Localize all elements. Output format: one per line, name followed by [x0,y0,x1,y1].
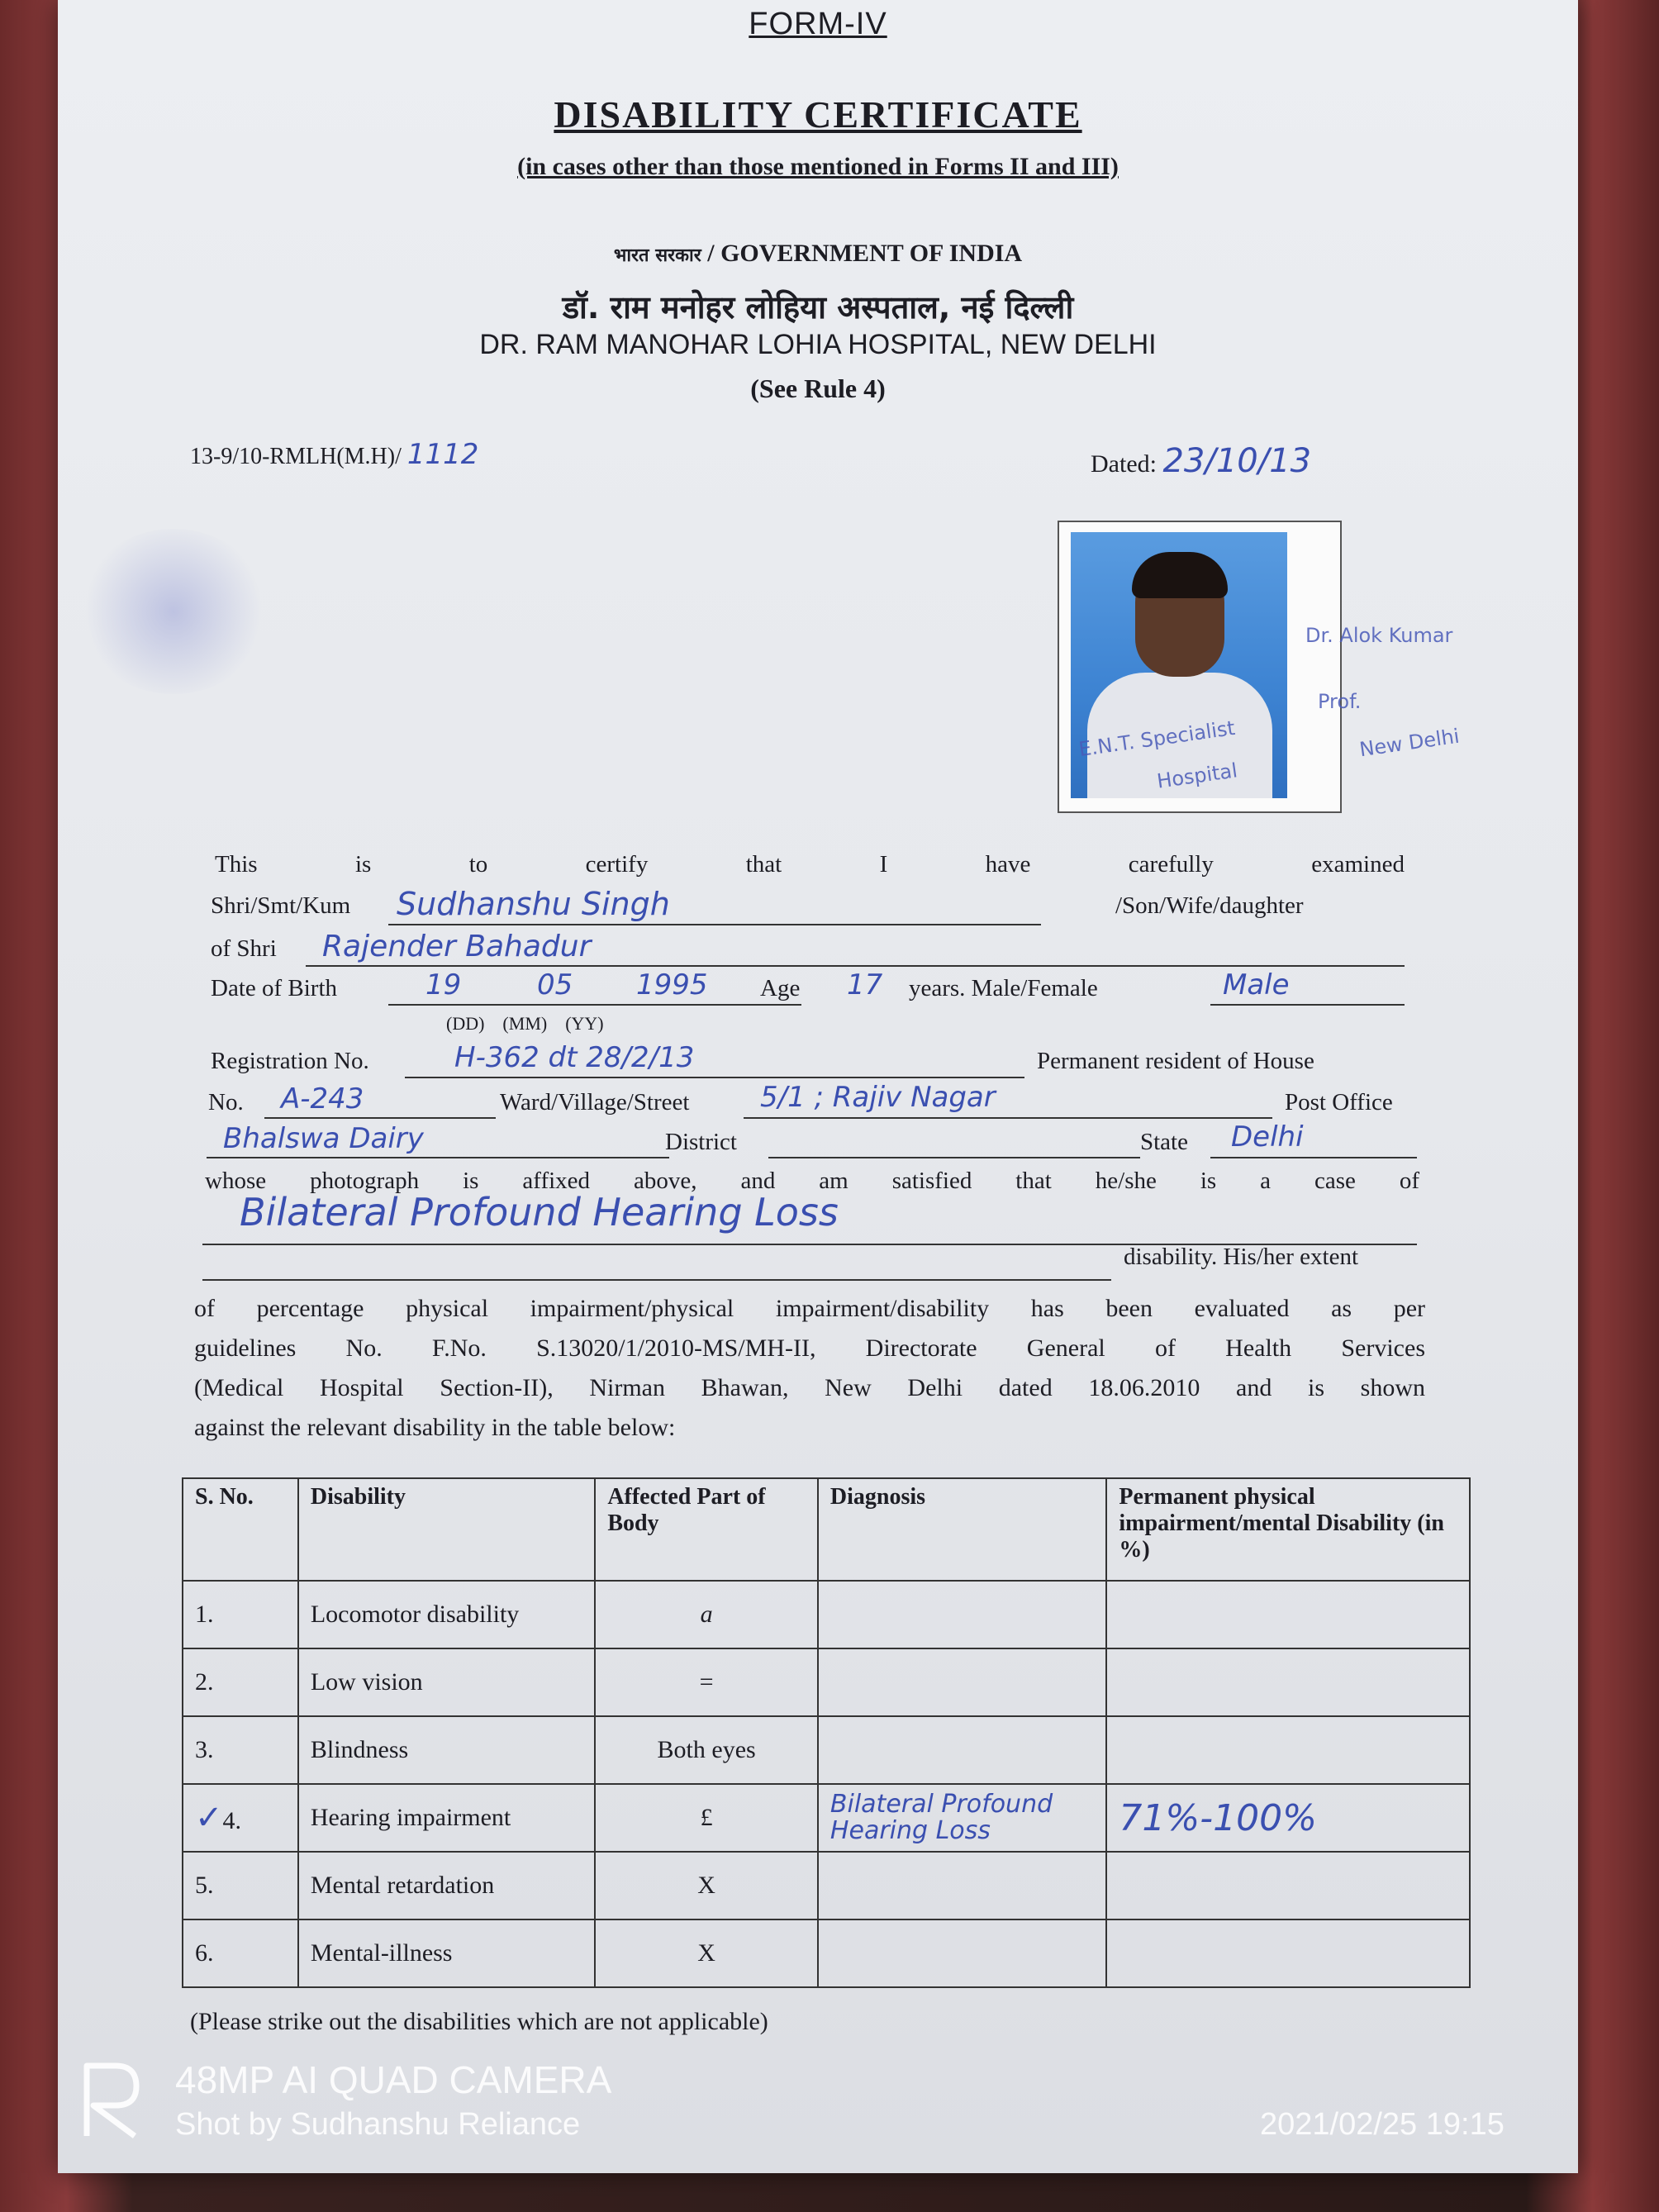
shri-label: Shri/Smt/Kum [211,892,351,919]
state-value: Delhi [1231,1120,1304,1154]
post-office-label: Post Office [1285,1089,1393,1116]
table-row: 3. Blindness Both eyes [183,1716,1470,1784]
date-value: 23/10/13 [1162,442,1312,480]
district-label: District [665,1129,737,1155]
form-number: FORM-IV [749,7,887,41]
shot-by: Shot by Sudhanshu Reliance [175,2107,581,2142]
stamp-city: New Delhi [1357,724,1462,762]
reference-number-value: 1112 [406,438,479,471]
certificate-title: DISABILITY CERTIFICATE [554,93,1082,136]
table-row: 6. Mental-illness X [183,1919,1470,1987]
hearing-percentage: 71%-100% [1106,1784,1470,1852]
dob-format: (DD) (MM) (YY) [446,1013,604,1034]
ink-smudge [78,529,269,694]
sex-value: Male [1223,968,1290,1001]
camera-model: 48MP AI QUAD CAMERA [175,2058,612,2101]
reference-number: 13-9/10-RMLH(M.H)/ 1112 [190,438,479,471]
house-no-value: A-243 [281,1082,364,1116]
header-affected-part: Affected Part of Body [595,1478,818,1581]
certify-line: This is to certify that I have carefully examined [215,851,1405,878]
stamp-dept: E.N.T. Specialist [1077,716,1237,762]
header-diagnosis: Diagnosis [818,1478,1106,1581]
stamp-role: Prof. [1318,690,1362,713]
photo-image [1071,532,1287,798]
checkmark-icon: ✓ [195,1799,223,1837]
dob-label: Date of Birth [211,975,338,1001]
rule-reference: (See Rule 4) [750,373,886,403]
registration-label: Registration No. [211,1048,369,1074]
permanent-resident-label: Permanent resident of House [1037,1048,1314,1074]
header-sno: S. No. [183,1478,298,1581]
certificate-paper [58,0,1578,2173]
stamp-hospital: Hospital [1155,759,1239,793]
of-shri-label: of Shri [211,935,277,962]
dob-dd: 19 [425,968,462,1001]
table-note: (Please strike out the disabilities which are not applicable) [190,2008,768,2035]
guidelines-paragraph: of percentage physical impairment/physical impairment/disability has been evaluated as per guidelines No. F.No. S.13020/1/2010-MS/MH-II, Directorate General of Health Services (Medical Hospital Section-II), Nirman Bhawan, New Delhi dated 18.06.2010 and is shown against the relevant disability in the table below: [194,1295,1425,1441]
stamp-name: Dr. Alok Kumar [1305,624,1453,647]
certificate-subtitle: (in cases other than those mentioned in Forms II and III) [517,153,1119,180]
header-disability: Disability [298,1478,595,1581]
state-label: State [1140,1129,1188,1155]
registration-value: H-362 dt 28/2/13 [454,1041,695,1074]
house-no-label: No. [208,1089,244,1116]
hospital-name-hindi: डॉ. राम मनोहर लोहिया अस्पताल, नई दिल्ली [562,289,1074,326]
years-sex-label: years. Male/Female [909,975,1098,1001]
table-row: 5. Mental retardation X [183,1852,1470,1919]
father-name-value: Rajender Bahadur [322,930,592,963]
age-label: Age [760,975,801,1001]
disability-extent-label: disability. His/her extent [1124,1244,1359,1270]
whose-photograph-line: whose photograph is affixed above, and am satisfied that he/she is a case of [205,1168,1419,1194]
header-percentage: Permanent physical impairment/mental Disability (in %) [1106,1478,1470,1581]
table-row: 1. Locomotor disability a [183,1581,1470,1648]
table-row: ✓4. Hearing impairment £ Bilateral Profound Hearing Loss 71%-100% [183,1784,1470,1852]
table-row: 2. Low vision = [183,1648,1470,1716]
camera-logo-icon [78,2057,145,2140]
dob-mm: 05 [537,968,573,1001]
case-value: Bilateral Profound Hearing Loss [240,1190,839,1234]
age-value: 17 [847,968,883,1001]
name-value: Sudhanshu Singh [397,886,670,922]
dob-yy: 1995 [636,968,708,1001]
son-wife-label: /Son/Wife/daughter [1115,892,1304,919]
hospital-name-english: DR. RAM MANOHAR LOHIA HOSPITAL, NEW DELHI [479,329,1157,360]
govt-line-english: GOVERNMENT OF INDIA [720,240,1023,267]
ward-street-label: Ward/Village/Street [500,1089,690,1116]
hearing-diagnosis: Bilateral Profound Hearing Loss [818,1784,1106,1852]
street-value: 5/1 ; Rajiv Nagar [760,1081,996,1114]
table-header-row [183,1478,1470,1581]
post-office-value: Bhalswa Dairy [223,1122,424,1155]
photo-timestamp: 2021/02/25 19:15 [1260,2107,1505,2142]
govt-line-hindi: भारत सरकार [613,245,701,266]
disability-table [182,1477,1471,1988]
govt-line: भारत सरकार / GOVERNMENT OF INDIA [613,240,1023,267]
date-field: Dated: 23/10/13 [1091,442,1312,480]
